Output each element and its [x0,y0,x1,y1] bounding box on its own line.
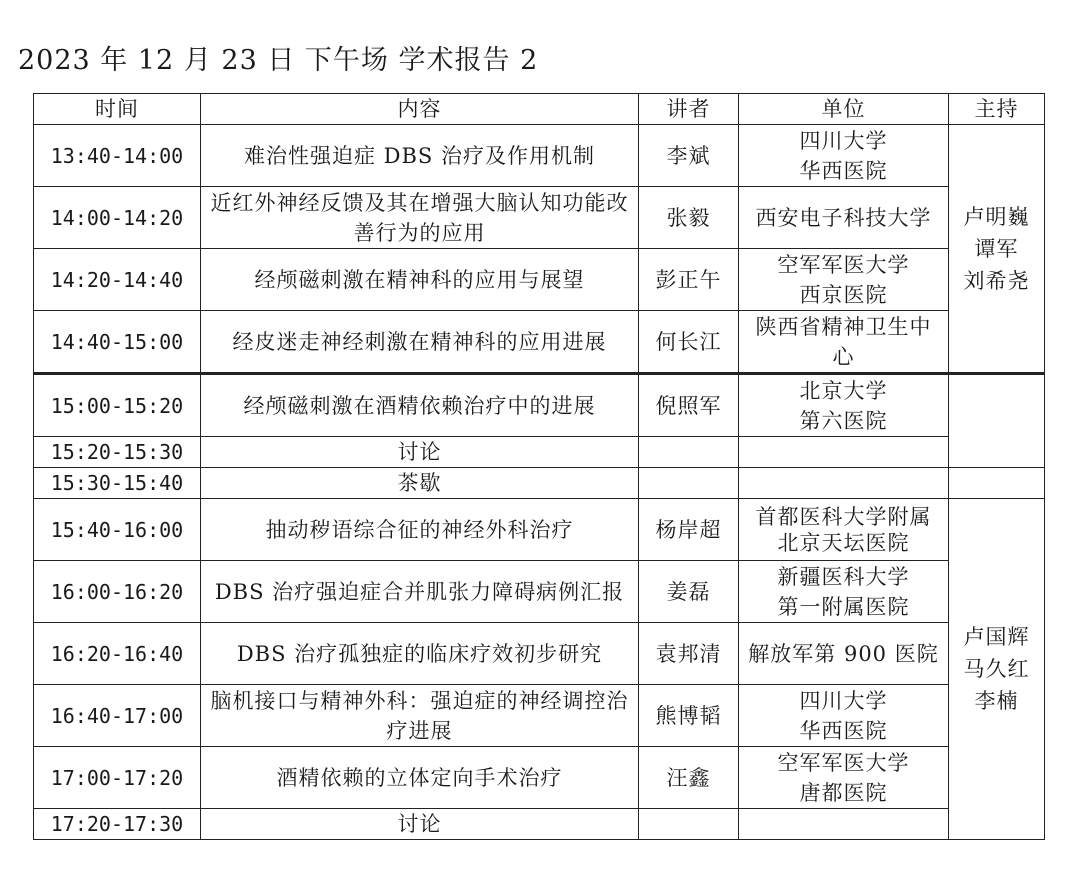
table-row [34,437,1045,468]
speaker-cell: 杨岸超 [639,499,739,561]
header-host: 主持 [949,94,1045,125]
table-row [34,311,1045,374]
table-row [34,809,1045,840]
header-speaker: 讲者 [639,94,739,125]
time-cell: 16:00-16:20 [34,561,201,623]
time-cell: 15:30-15:40 [34,468,201,499]
content-cell: 茶歇 [201,468,639,499]
table-row [34,747,1045,809]
host-name: 刘希尧 [963,268,1030,293]
host-cell-2 [949,499,1045,840]
header-row [34,94,1045,125]
table-row [34,374,1045,437]
unit-cell: 空军军医大学 唐都医院 [739,747,949,809]
unit-cell: 首都医科大学附属 北京天坛医院 [739,499,949,561]
content-cell: 经颅磁刺激在精神科的应用与展望 [201,249,639,311]
table-row [34,561,1045,623]
time-cell: 15:40-16:00 [34,499,201,561]
table-row [34,125,1045,187]
content-cell: 酒精依赖的立体定向手术治疗 [201,747,639,809]
host-name: 李楠 [974,689,1019,713]
unit-cell: 空军军医大学 西京医院 [739,249,949,311]
content-cell: 难治性强迫症 DBS 治疗及作用机制 [201,125,639,187]
unit-cell: 陕西省精神卫生中心 [739,311,949,374]
table-row [34,499,1045,561]
header-unit: 单位 [739,94,949,125]
speaker-cell: 李斌 [639,125,739,187]
host-name: 卢国辉 [963,625,1030,649]
unit-cell [739,809,949,840]
host-name: 谭军 [974,236,1019,261]
content-cell: 讨论 [201,437,639,468]
time-cell: 17:00-17:20 [34,747,201,809]
time-cell: 16:20-16:40 [34,623,201,685]
host-cell-empty [949,374,1045,468]
host-cell-empty [949,468,1045,499]
speaker-cell: 姜磊 [639,561,739,623]
content-cell: 近红外神经反馈及其在增强大脑认知功能改善行为的应用 [201,187,639,249]
unit-cell [739,468,949,499]
speaker-cell: 袁邦清 [639,623,739,685]
speaker-cell: 熊博韬 [639,685,739,747]
time-cell: 15:00-15:20 [34,374,201,437]
header-time: 时间 [34,94,201,125]
unit-cell [739,437,949,468]
content-cell: 经颅磁刺激在酒精依赖治疗中的进展 [201,374,639,437]
table-row [34,249,1045,311]
host-name: 马久红 [963,657,1030,681]
unit-cell: 新疆医科大学 第一附属医院 [739,561,949,623]
time-cell: 16:40-17:00 [34,685,201,747]
content-cell: 经皮迷走神经刺激在精神科的应用进展 [201,311,639,374]
speaker-cell [639,809,739,840]
speaker-cell: 张毅 [639,187,739,249]
table-row [34,468,1045,499]
speaker-cell [639,468,739,499]
time-cell: 17:20-17:30 [34,809,201,840]
unit-cell: 四川大学 华西医院 [739,125,949,187]
time-cell: 14:40-15:00 [34,311,201,374]
time-cell: 14:00-14:20 [34,187,201,249]
speaker-cell: 倪照军 [639,374,739,437]
table-row [34,623,1045,685]
time-cell: 15:20-15:30 [34,437,201,468]
host-name: 卢明巍 [963,204,1030,229]
unit-cell: 北京大学 第六医院 [739,374,949,437]
unit-cell: 四川大学 华西医院 [739,685,949,747]
speaker-cell: 汪鑫 [639,747,739,809]
page-title: 2023 年 12 月 23 日 下午场 学术报告 2 [18,45,539,76]
content-cell: 讨论 [201,809,639,840]
schedule-table [33,93,1045,840]
speaker-cell: 彭正午 [639,249,739,311]
content-cell: 抽动秽语综合征的神经外科治疗 [201,499,639,561]
content-cell: DBS 治疗孤独症的临床疗效初步研究 [201,623,639,685]
time-cell: 14:20-14:40 [34,249,201,311]
content-cell: DBS 治疗强迫症合并肌张力障碍病例汇报 [201,561,639,623]
speaker-cell: 何长江 [639,311,739,374]
content-cell: 脑机接口与精神外科：强迫症的神经调控治疗进展 [201,685,639,747]
table-row [34,187,1045,249]
unit-cell: 解放军第 900 医院 [739,623,949,685]
table-row [34,685,1045,747]
speaker-cell [639,437,739,468]
unit-cell: 西安电子科技大学 [739,187,949,249]
host-cell-1 [949,125,1045,374]
header-content: 内容 [201,94,639,125]
time-cell: 13:40-14:00 [34,125,201,187]
